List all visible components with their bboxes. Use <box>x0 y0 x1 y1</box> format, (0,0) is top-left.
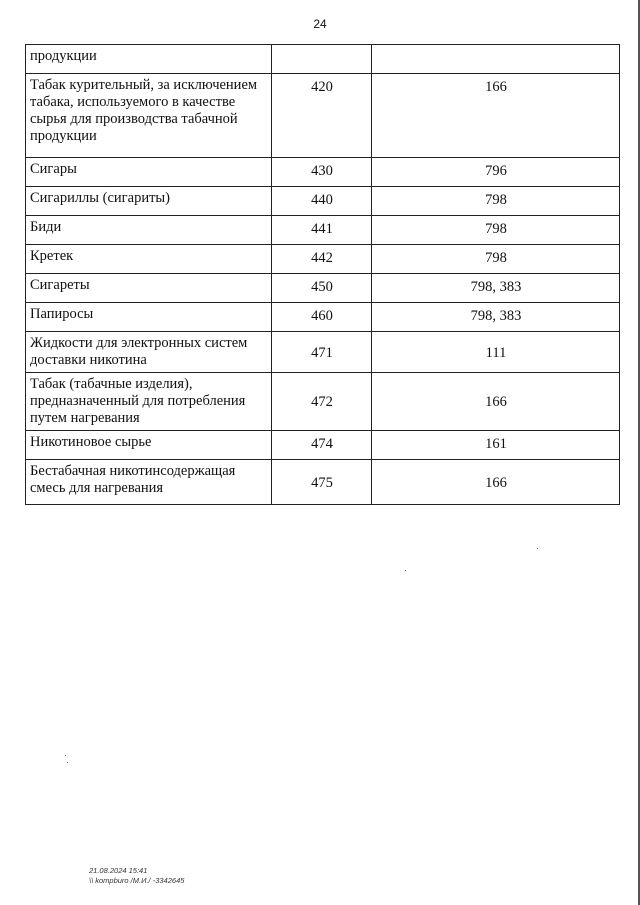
table-row <box>26 45 620 74</box>
code-cell: 471 <box>272 332 372 373</box>
code-cell: 441 <box>272 216 372 245</box>
scan-speck <box>537 548 538 549</box>
unit-code-cell: 166 <box>372 460 620 505</box>
code-cell: 460 <box>272 303 372 332</box>
product-name-cell: Кретек <box>26 245 272 274</box>
product-name-cell: Бестабачная никотинсодержащая смесь для нагревания <box>26 460 272 505</box>
code-cell: 475 <box>272 460 372 505</box>
code-cell: 442 <box>272 245 372 274</box>
table-row <box>26 216 620 245</box>
table-row <box>26 74 620 158</box>
code-cell: 474 <box>272 431 372 460</box>
table-row <box>26 187 620 216</box>
table-row <box>26 274 620 303</box>
page-number: 24 <box>313 17 327 31</box>
scan-speck <box>65 755 66 756</box>
scan-speck <box>405 570 406 571</box>
document-footer <box>89 866 184 886</box>
table-row <box>26 158 620 187</box>
unit-code-cell: 796 <box>372 158 620 187</box>
unit-code-cell <box>372 45 620 74</box>
table-row <box>26 373 620 431</box>
codes-table <box>25 44 620 505</box>
table-row <box>26 303 620 332</box>
table-row <box>26 245 620 274</box>
unit-code-cell: 111 <box>372 332 620 373</box>
unit-code-cell: 161 <box>372 431 620 460</box>
table-row <box>26 431 620 460</box>
table-row <box>26 460 620 505</box>
scan-speck <box>67 762 68 763</box>
product-name-cell: Табак (табачные изделия), предназначенный для потребления путем нагревания <box>26 373 272 431</box>
unit-code-cell: 798 <box>372 245 620 274</box>
product-name-cell: Папиросы <box>26 303 272 332</box>
code-cell: 472 <box>272 373 372 431</box>
product-name-cell: Сигареты <box>26 274 272 303</box>
product-name-cell: Жидкости для электронных систем доставки никотина <box>26 332 272 373</box>
code-cell: 430 <box>272 158 372 187</box>
code-cell <box>272 45 372 74</box>
table-row <box>26 332 620 373</box>
unit-code-cell: 798 <box>372 216 620 245</box>
code-cell: 440 <box>272 187 372 216</box>
product-name-cell: Табак курительный, за исключением табака, используемого в качестве сырья для производства табачной продукции <box>26 74 272 158</box>
code-cell: 450 <box>272 274 372 303</box>
code-cell: 420 <box>272 74 372 158</box>
unit-code-cell: 798, 383 <box>372 303 620 332</box>
product-name-cell: Биди <box>26 216 272 245</box>
product-name-cell: Никотиновое сырье <box>26 431 272 460</box>
unit-code-cell: 798 <box>372 187 620 216</box>
product-name-cell: Сигары <box>26 158 272 187</box>
unit-code-cell: 166 <box>372 74 620 158</box>
product-name-cell: продукции <box>26 45 272 74</box>
product-name-cell: Сигариллы (сигариты) <box>26 187 272 216</box>
unit-code-cell: 166 <box>372 373 620 431</box>
unit-code-cell: 798, 383 <box>372 274 620 303</box>
footer-date: 21.08.2024 15:41 <box>89 866 148 875</box>
footer-stamp: \\ kompburo /М.И./ -3342645 <box>89 876 185 885</box>
